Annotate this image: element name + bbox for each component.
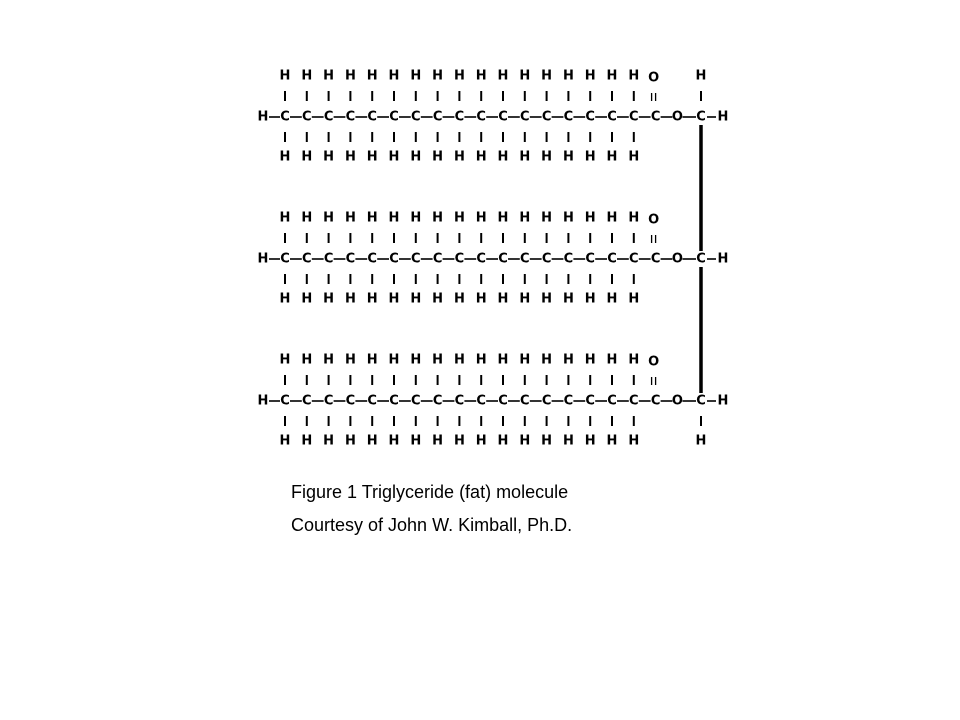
carbon-atom: C (498, 251, 508, 267)
carbon-atom: C (607, 251, 617, 267)
hydrogen-atom: H (584, 210, 596, 226)
hydrogen-atom: H (717, 109, 729, 125)
hydrogen-atom: H (366, 291, 378, 307)
carbon-atom: C (323, 109, 334, 125)
carbon-atom: C (454, 393, 465, 409)
carbon-atom: C (302, 393, 312, 409)
hydrogen-atom: H (410, 352, 422, 368)
hydrogen-atom: H (519, 149, 531, 165)
carbon-atom: C (345, 251, 356, 267)
oxygen-atom: O (648, 354, 660, 370)
carbon-atom: C (541, 109, 552, 125)
hydrogen-atom: H (388, 291, 400, 307)
hydrogen-atom: H (453, 210, 465, 226)
hydrogen-atom: H (497, 149, 509, 165)
carbon-atom: C (432, 109, 443, 125)
figure-credit: Courtesy of John W. Kimball, Ph.D. (291, 515, 573, 535)
hydrogen-atom: H (410, 433, 422, 449)
hydrogen-atom: H (541, 149, 553, 165)
carbon-atom: C (696, 109, 706, 125)
hydrogen-atom: H (453, 291, 465, 307)
hydrogen-atom: H (628, 210, 640, 226)
hydrogen-atom: H (432, 68, 444, 84)
hydrogen-atom: H (366, 352, 378, 368)
carbon-atom: C (498, 393, 508, 409)
hydrogen-atom: H (497, 291, 509, 307)
carbon-atom: C (498, 109, 508, 125)
hydrogen-atom: H (628, 352, 640, 368)
carbon-atom: C (367, 251, 377, 267)
hydrogen-atom: H (695, 433, 707, 449)
hydrogen-atom: H (628, 68, 640, 84)
hydrogen-atom: H (497, 433, 509, 449)
hydrogen-atom: H (695, 68, 707, 84)
hydrogen-atom: H (410, 291, 422, 307)
hydrogen-atom: H (388, 352, 400, 368)
hydrogen-atom: H (519, 210, 531, 226)
hydrogen-atom: H (366, 149, 378, 165)
hydrogen-atom: H (279, 291, 291, 307)
hydrogen-atom: H (344, 149, 356, 165)
hydrogen-atom: H (432, 433, 444, 449)
carbon-atom: C (476, 109, 486, 125)
hydrogen-atom: H (323, 210, 335, 226)
carbon-atom: C (607, 109, 617, 125)
oxygen-atom: O (671, 251, 683, 267)
carbon-atom: C (389, 109, 399, 125)
carbon-atom: C (585, 393, 595, 409)
carbon-atom: C (520, 393, 530, 409)
carbon-atom: C (389, 393, 399, 409)
carbon-atom: C (411, 393, 421, 409)
hydrogen-atom: H (388, 210, 400, 226)
oxygen-atom: O (671, 393, 683, 409)
hydrogen-atom: H (541, 352, 553, 368)
hydrogen-atom: H (475, 352, 487, 368)
hydrogen-atom: H (453, 352, 465, 368)
hydrogen-atom: H (628, 149, 640, 165)
hydrogen-atom: H (497, 352, 509, 368)
hydrogen-atom: H (475, 149, 487, 165)
oxygen-atom: O (648, 70, 660, 86)
oxygen-atom: O (671, 109, 683, 125)
carbon-atom: C (280, 393, 290, 409)
hydrogen-atom: H (541, 433, 553, 449)
hydrogen-atom: H (301, 352, 313, 368)
hydrogen-atom: H (584, 433, 596, 449)
hydrogen-atom: H (519, 433, 531, 449)
hydrogen-atom: H (366, 68, 378, 84)
hydrogen-atom: H (323, 149, 335, 165)
hydrogen-atom: H (606, 433, 618, 449)
hydrogen-atom: H (717, 251, 729, 267)
carbon-atom: C (563, 109, 574, 125)
carbon-atom: C (650, 251, 661, 267)
carbon-atom: C (389, 251, 399, 267)
hydrogen-atom: H (497, 210, 509, 226)
carbon-atom: C (629, 251, 639, 267)
carbon-atom: C (345, 393, 356, 409)
hydrogen-atom: H (519, 352, 531, 368)
hydrogen-atom: H (628, 291, 640, 307)
hydrogen-atom: H (301, 149, 313, 165)
hydrogen-atom: H (606, 210, 618, 226)
hydrogen-atom: H (562, 433, 574, 449)
hydrogen-atom: H (301, 433, 313, 449)
carbon-atom: C (454, 109, 465, 125)
hydrogen-atom: H (344, 433, 356, 449)
hydrogen-atom: H (323, 68, 335, 84)
oxygen-atom: O (648, 212, 660, 228)
carbon-atom: C (280, 109, 290, 125)
carbon-atom: C (367, 393, 377, 409)
hydrogen-atom: H (584, 149, 596, 165)
hydrogen-atom: H (410, 149, 422, 165)
hydrogen-atom: H (541, 291, 553, 307)
carbon-atom: C (607, 393, 617, 409)
carbon-atom: C (541, 393, 552, 409)
hydrogen-atom: H (541, 210, 553, 226)
carbon-atom: C (585, 251, 595, 267)
hydrogen-atom: H (584, 352, 596, 368)
hydrogen-atom: H (301, 210, 313, 226)
hydrogen-atom: H (453, 433, 465, 449)
hydrogen-atom: H (519, 68, 531, 84)
hydrogen-atom: H (606, 291, 618, 307)
hydrogen-atom: H (475, 210, 487, 226)
hydrogen-atom: H (519, 291, 531, 307)
hydrogen-atom: H (323, 352, 335, 368)
carbon-atom: C (650, 109, 661, 125)
hydrogen-atom: H (541, 68, 553, 84)
hydrogen-atom: H (606, 352, 618, 368)
hydrogen-atom: H (344, 352, 356, 368)
hydrogen-atom: H (344, 68, 356, 84)
hydrogen-atom: H (301, 68, 313, 84)
hydrogen-atom: H (279, 68, 291, 84)
hydrogen-atom: H (497, 68, 509, 84)
carbon-atom: C (520, 109, 530, 125)
carbon-atom: C (585, 109, 595, 125)
hydrogen-atom: H (432, 149, 444, 165)
figure-caption: Figure 1 Triglyceride (fat) molecule (291, 482, 569, 502)
carbon-atom: C (367, 109, 377, 125)
hydrogen-atom: H (388, 433, 400, 449)
carbon-atom: C (345, 109, 356, 125)
hydrogen-atom: H (279, 149, 291, 165)
hydrogen-atom: H (584, 291, 596, 307)
hydrogen-atom: H (562, 68, 574, 84)
carbon-atom: C (432, 393, 443, 409)
hydrogen-atom: H (366, 433, 378, 449)
hydrogen-atom: H (257, 393, 269, 409)
hydrogen-atom: H (279, 352, 291, 368)
carbon-atom: C (563, 251, 574, 267)
hydrogen-atom: H (279, 210, 291, 226)
hydrogen-atom: H (562, 210, 574, 226)
hydrogen-atom: H (301, 291, 313, 307)
hydrogen-atom: H (562, 149, 574, 165)
carbon-atom: C (650, 393, 661, 409)
hydrogen-atom: H (475, 68, 487, 84)
carbon-atom: C (411, 109, 421, 125)
hydrogen-atom: H (562, 352, 574, 368)
carbon-atom: C (696, 393, 706, 409)
carbon-atom: C (323, 393, 334, 409)
hydrogen-atom: H (475, 291, 487, 307)
hydrogen-atom: H (717, 393, 729, 409)
carbon-atom: C (302, 109, 312, 125)
hydrogen-atom: H (475, 433, 487, 449)
carbon-atom: C (323, 251, 334, 267)
hydrogen-atom: H (257, 109, 269, 125)
hydrogen-atom: H (432, 352, 444, 368)
hydrogen-atom: H (279, 433, 291, 449)
hydrogen-atom: H (323, 433, 335, 449)
carbon-atom: C (629, 393, 639, 409)
hydrogen-atom: H (344, 210, 356, 226)
carbon-atom: C (280, 251, 290, 267)
hydrogen-atom: H (410, 210, 422, 226)
carbon-atom: C (302, 251, 312, 267)
carbon-atom: C (696, 251, 706, 267)
hydrogen-atom: H (453, 149, 465, 165)
carbon-atom: C (563, 393, 574, 409)
hydrogen-atom: H (388, 68, 400, 84)
hydrogen-atom: H (628, 433, 640, 449)
hydrogen-atom: H (432, 210, 444, 226)
carbon-atom: C (520, 251, 530, 267)
hydrogen-atom: H (366, 210, 378, 226)
hydrogen-atom: H (257, 251, 269, 267)
carbon-atom: C (454, 251, 465, 267)
hydrogen-atom: H (410, 68, 422, 84)
carbon-atom: C (629, 109, 639, 125)
hydrogen-atom: H (323, 291, 335, 307)
carbon-atom: C (411, 251, 421, 267)
carbon-atom: C (476, 393, 486, 409)
hydrogen-atom: H (344, 291, 356, 307)
hydrogen-atom: H (453, 68, 465, 84)
carbon-atom: C (432, 251, 443, 267)
hydrogen-atom: H (388, 149, 400, 165)
carbon-atom: C (541, 251, 552, 267)
hydrogen-atom: H (606, 68, 618, 84)
carbon-atom: C (476, 251, 486, 267)
hydrogen-atom: H (606, 149, 618, 165)
hydrogen-atom: H (562, 291, 574, 307)
hydrogen-atom: H (584, 68, 596, 84)
hydrogen-atom: H (432, 291, 444, 307)
